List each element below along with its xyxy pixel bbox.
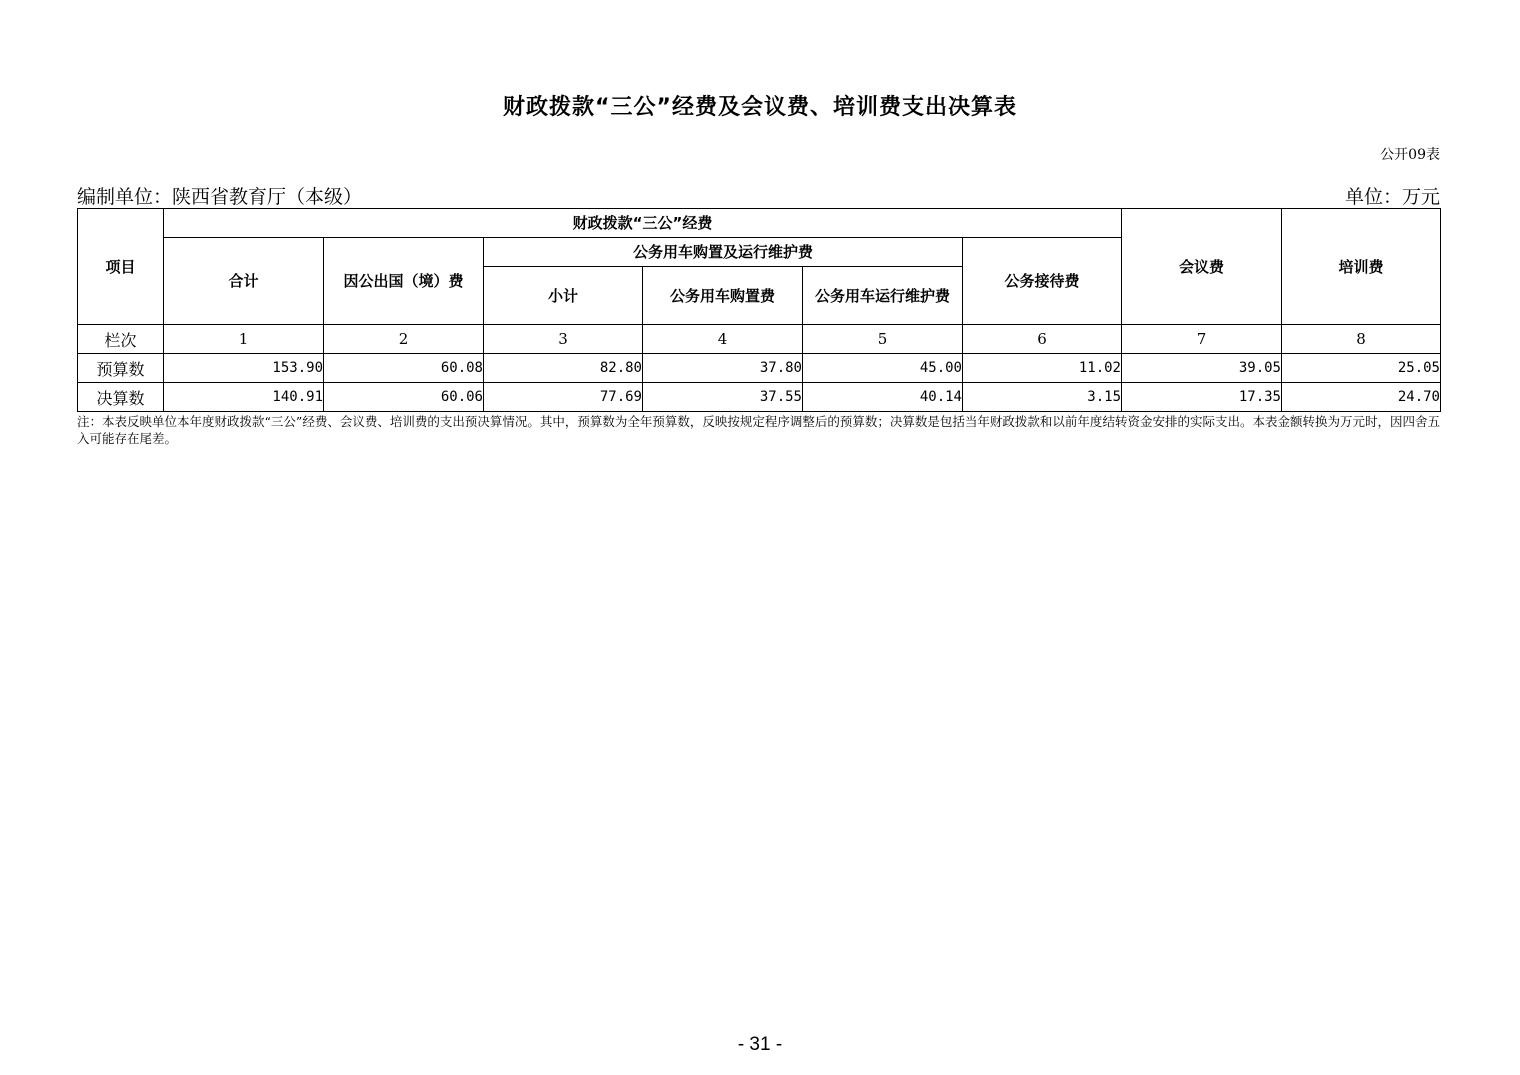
budget-total-cell: 153.90 bbox=[164, 354, 324, 383]
budget-abroad-cell: 60.08 bbox=[324, 354, 484, 383]
column-number: 8 bbox=[1282, 325, 1441, 354]
compiling-unit: 编制单位：陕西省教育厅（本级） bbox=[77, 186, 363, 208]
header-vehicle: 公务用车购置及运行维护费 bbox=[484, 238, 963, 267]
final-meeting-cell: 17.35 bbox=[1122, 383, 1282, 412]
table-footnote: 注：本表反映单位本年度财政拨款“三公”经费、会议费、培训费的支出预决算情况。其中，预算数为全年预算数，反映按规定程序调整后的预算数；决算数是包括当年财政拨款和以前年度结转资金安排的实际支出。本表金额转换为万元时，因四舍五入可能存在尾差。 bbox=[77, 414, 1440, 446]
header-total: 合计 bbox=[164, 238, 324, 325]
row-label-budget: 预算数 bbox=[78, 354, 164, 383]
final-vehicle-purchase-cell: 37.55 bbox=[643, 383, 803, 412]
page-number: - 31 - bbox=[737, 1034, 783, 1055]
final-abroad-cell: 60.06 bbox=[324, 383, 484, 412]
column-number: 5 bbox=[803, 325, 963, 354]
currency-unit: 单位：万元 bbox=[1344, 186, 1440, 208]
final-reception-cell: 3.15 bbox=[963, 383, 1122, 412]
final-vehicle-subtotal-cell: 77.69 bbox=[484, 383, 643, 412]
final-total-cell: 140.91 bbox=[164, 383, 324, 412]
header-sangong: 财政拨款“三公”经费 bbox=[164, 209, 1122, 238]
table-row-final bbox=[78, 383, 1441, 412]
column-number: 3 bbox=[484, 325, 643, 354]
column-number: 6 bbox=[963, 325, 1122, 354]
form-number: 公开09表 bbox=[1380, 147, 1440, 163]
header-vehicle-operation: 公务用车运行维护费 bbox=[803, 267, 963, 325]
row-label-final: 决算数 bbox=[78, 383, 164, 412]
budget-vehicle-purchase-cell: 37.80 bbox=[643, 354, 803, 383]
final-training-cell: 24.70 bbox=[1282, 383, 1441, 412]
column-number: 2 bbox=[324, 325, 484, 354]
column-number: 4 bbox=[643, 325, 803, 354]
budget-vehicle-operation-cell: 45.00 bbox=[803, 354, 963, 383]
unit-info-bar bbox=[77, 182, 1440, 208]
header-reception: 公务接待费 bbox=[963, 238, 1122, 325]
budget-vehicle-subtotal-cell: 82.80 bbox=[484, 354, 643, 383]
budget-meeting-cell: 39.05 bbox=[1122, 354, 1282, 383]
header-subtotal: 小计 bbox=[484, 267, 643, 325]
table-row-budget bbox=[78, 354, 1441, 383]
budget-reception-cell: 11.02 bbox=[963, 354, 1122, 383]
header-vehicle-purchase: 公务用车购置费 bbox=[643, 267, 803, 325]
column-number: 7 bbox=[1122, 325, 1282, 354]
header-abroad: 因公出国（境）费 bbox=[324, 238, 484, 325]
column-number: 1 bbox=[164, 325, 324, 354]
header-item: 项目 bbox=[78, 209, 164, 325]
expenditure-table bbox=[77, 208, 1441, 412]
final-vehicle-operation-cell: 40.14 bbox=[803, 383, 963, 412]
page-title: 财政拨款“三公”经费及会议费、培训费支出决算表 bbox=[503, 95, 1017, 120]
header-meeting: 会议费 bbox=[1122, 209, 1282, 325]
budget-training-cell: 25.05 bbox=[1282, 354, 1441, 383]
column-number-label: 栏次 bbox=[78, 325, 164, 354]
header-training: 培训费 bbox=[1282, 209, 1441, 325]
